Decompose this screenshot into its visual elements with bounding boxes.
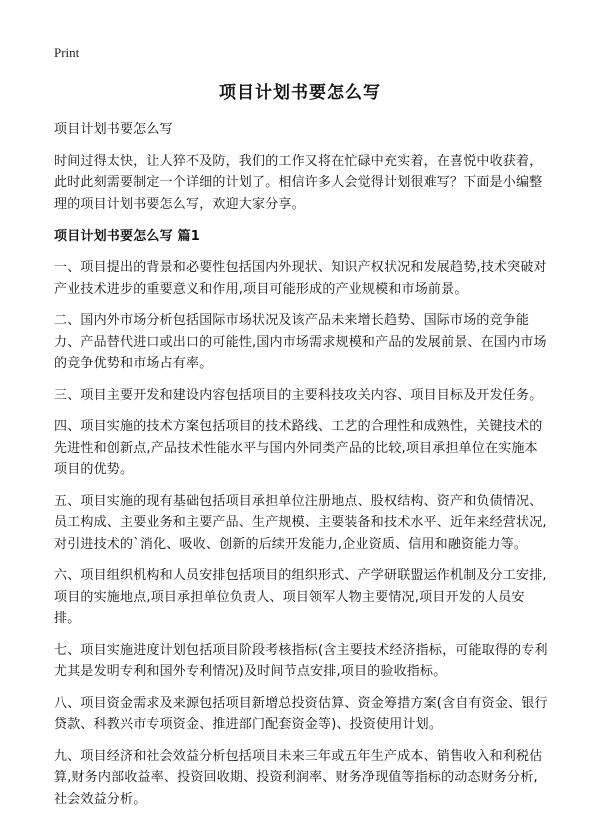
item-paragraph-1: 一、项目提出的背景和必要性包括国内外现状、知识产权状况和发展趋势,技术突破对产业技术进步的重要意义和作用,项目可能形成的产业规模和市场前景。 (54, 260, 547, 297)
section-heading: 项目计划书要怎么写 篇1 (54, 229, 200, 244)
item-paragraph-5: 五、项目实施的现有基础包括项目承担单位注册地点、股权结构、资产和负债情况、员工构成、主要业务和主要产品、生产规模、主要装备和技术水平、近年来经营状况,对引进技术的`消化、吸收、创新的后续开发能力,企业资质、信用和融资能力等。 (54, 493, 547, 552)
item-paragraph-2: 二、国内外市场分析包括国际市场状况及该产品未来增长趋势、国际市场的竞争能力、产品替代进口或出口的可能性,国内市场需求规模和产品的发展前景、在国内市场的竞争优势和市场占有率。 (54, 313, 547, 371)
document-content (54, 119, 550, 820)
page-title: 项目计划书要怎么写 (219, 83, 381, 103)
intro-paragraph: 时间过得太快，让人猝不及防，我们的工作又将在忙碌中充实着，在喜悦中收获着，此时此刻需要制定一个详细的计划了。相信许多人会觉得计划很难写？下面是小编整理的项目计划书要怎么写，欢迎大家分享。 (54, 153, 543, 212)
print-link[interactable]: Print (54, 45, 80, 60)
item-paragraph-7: 七、项目实施进度计划包括项目阶段考核指标(含主要技术经济指标，可能取得的专利尤其是发明专利和国外专利情况)及时间节点安排,项目的验收指标。 (54, 642, 548, 679)
document-subtitle: 项目计划书要怎么写 (54, 122, 173, 137)
item-paragraph-6: 六、项目组织机构和人员安排包括项目的组织形式、产学研联盟运作机制及分工安排,项目的实施地点,项目承担单位负责人、项目领军人物主要情况,项目开发的人员安排。 (54, 568, 547, 626)
item-paragraph-9: 九、项目经济和社会效益分析包括项目未来三年或五年生产成本、销售收入和利税估算,财务内部收益率、投资回收期、投资利润率、财务净现值等指标的动态财务分析,社会效益分析。 (54, 748, 543, 807)
item-paragraph-8: 八、项目资金需求及来源包括项目新增总投资估算、资金筹措方案(含自有资金、银行贷款、科教兴市专项资金、推进部门配套资金等)、投资使用计划。 (54, 695, 548, 732)
item-paragraph-4: 四、项目实施的技术方案包括项目的技术路线、工艺的合理性和成熟性，关键技术的先进性和创新点,产品技术性能水平与国内外同类产品的比较,项目承担单位在实施本项目的优势。 (54, 419, 543, 477)
item-paragraph-3: 三、项目主要开发和建设内容包括项目的主要科技攻关内容、项目目标及开发任务。 (54, 387, 543, 403)
